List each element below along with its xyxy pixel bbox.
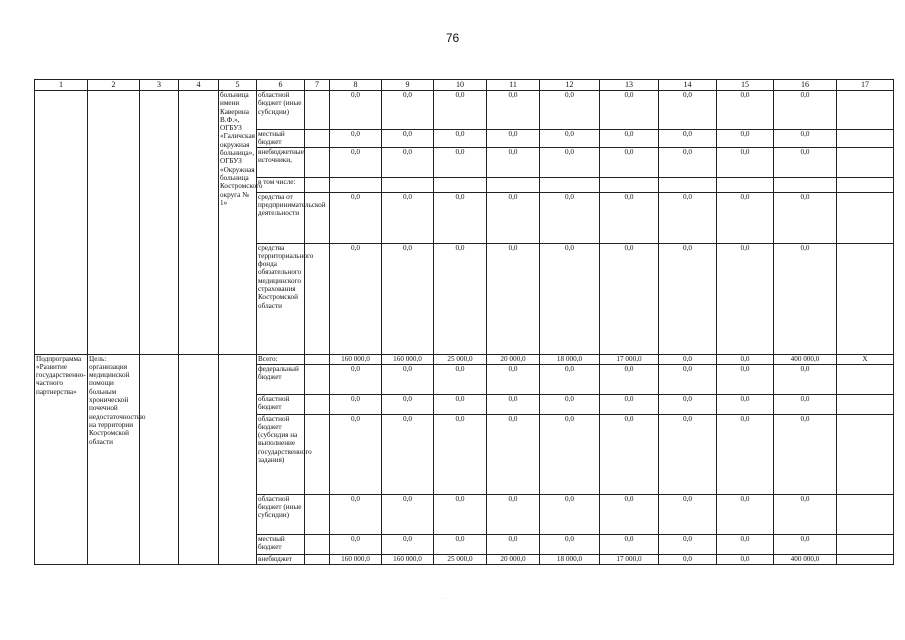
value-cell: 0,0 [659,147,717,177]
column-number-cell: 5 [219,80,257,91]
column-number-cell: 9 [382,80,434,91]
value-cell: 0,0 [600,192,659,243]
value-cell: 0,0 [600,414,659,494]
value-cell: 20 000,0 [487,554,540,564]
value-cell: 0,0 [600,91,659,130]
value-cell: 18 000,0 [540,554,600,564]
column-number-cell: 10 [434,80,487,91]
value-cell: 0,0 [330,414,382,494]
empty-cell [140,354,179,564]
funding-source-cell: областной бюджет (иные субсидии) [257,91,305,130]
value-cell: 0,0 [540,414,600,494]
value-cell [774,177,837,192]
value-cell: 0,0 [382,494,434,534]
empty-cell [305,364,330,394]
empty-cell [179,91,219,355]
value-cell: 0,0 [434,147,487,177]
column-number-cell: 15 [717,80,774,91]
value-cell: 0,0 [540,364,600,394]
value-cell: 0,0 [774,414,837,494]
value-cell: 0,0 [330,534,382,554]
subprogram-name-cell: Подпрограмма «Развитие государственно-частного партнерства» [35,354,88,564]
value-cell [382,177,434,192]
value-cell: 0,0 [434,414,487,494]
value-cell [659,177,717,192]
value-cell: 0,0 [382,243,434,354]
funding-source-cell: в том числе: [257,177,305,192]
value-cell: 0,0 [659,534,717,554]
value-cell: 0,0 [540,91,600,130]
value-cell: 160 000,0 [382,354,434,364]
empty-cell [305,130,330,148]
value-cell: 0,0 [540,534,600,554]
column-number-cell: 14 [659,80,717,91]
value-cell: 0,0 [717,554,774,564]
value-cell: 0,0 [717,354,774,364]
empty-cell [305,394,330,414]
value-cell [487,177,540,192]
value-cell: 0,0 [717,494,774,534]
value-cell: 160 000,0 [330,554,382,564]
value-cell: 0,0 [717,243,774,354]
value-cell: 0,0 [600,494,659,534]
empty-cell [837,554,894,564]
value-cell: 0,0 [330,91,382,130]
value-cell: 0,0 [659,192,717,243]
value-cell [600,177,659,192]
value-cell: 0,0 [487,394,540,414]
value-cell: 0,0 [717,414,774,494]
value-cell: 0,0 [540,130,600,148]
empty-cell [305,177,330,192]
value-cell: 0,0 [659,364,717,394]
value-cell: 25 000,0 [434,554,487,564]
value-cell: 0,0 [774,364,837,394]
empty-cell [35,91,88,355]
column-number-cell: 8 [330,80,382,91]
empty-cell [305,554,330,564]
funding-source-cell: областной бюджет (субсидия на выполнение государственного задания) [257,414,305,494]
column-number-cell: 11 [487,80,540,91]
value-cell: 0,0 [659,243,717,354]
funding-source-cell: Всего: [257,354,305,364]
value-cell: 0,0 [600,147,659,177]
column-number-cell: 1 [35,80,88,91]
value-cell: 0,0 [382,364,434,394]
value-cell: 0,0 [717,394,774,414]
value-cell: 0,0 [774,534,837,554]
empty-cell [837,364,894,394]
value-cell: 0,0 [659,414,717,494]
value-cell: 0,0 [540,243,600,354]
value-cell: 0,0 [717,364,774,394]
value-cell: 0,0 [717,534,774,554]
empty-cell [837,414,894,494]
value-cell: 0,0 [382,534,434,554]
table-row [35,354,894,364]
value-cell: 0,0 [717,91,774,130]
value-cell: 0,0 [774,394,837,414]
empty-cell [88,91,140,355]
value-cell: 0,0 [659,394,717,414]
empty-cell [837,147,894,177]
value-cell: 0,0 [382,130,434,148]
value-cell [434,177,487,192]
goal-cell: Цель: организация медицинской помощи больным хронической почечной недостаточностью на территории Костромской области [88,354,140,564]
value-cell: 0,0 [540,394,600,414]
value-cell: 0,0 [600,243,659,354]
value-cell: 0,0 [330,192,382,243]
funding-source-cell: средства территориального фонда обязательного медицинского страхования Костромской области [257,243,305,354]
funding-source-cell: федеральный бюджет [257,364,305,394]
value-cell: 0,0 [659,554,717,564]
empty-cell [305,147,330,177]
value-cell: 0,0 [600,130,659,148]
value-cell: 0,0 [717,147,774,177]
empty-cell [140,91,179,355]
value-cell: 0,0 [382,394,434,414]
value-cell: 0,0 [330,494,382,534]
value-cell: 0,0 [434,243,487,354]
column-number-cell: 16 [774,80,837,91]
value-cell: 0,0 [434,192,487,243]
value-cell: 0,0 [382,91,434,130]
column-number-cell: 13 [600,80,659,91]
funding-source-cell: внебюджет [257,554,305,564]
table-row [35,91,894,130]
funding-source-cell: внебюджетные источники, [257,147,305,177]
value-cell: 0,0 [487,364,540,394]
value-cell: 0,0 [434,494,487,534]
column-number-cell: 3 [140,80,179,91]
value-cell [717,177,774,192]
empty-cell [305,91,330,130]
empty-cell [219,354,257,564]
empty-cell [837,494,894,534]
column-number-cell: 17 [837,80,894,91]
value-cell: 0,0 [434,91,487,130]
empty-cell [837,177,894,192]
value-cell: 0,0 [434,364,487,394]
value-cell: 18 000,0 [540,354,600,364]
value-cell: 0,0 [330,364,382,394]
value-cell: 0,0 [487,130,540,148]
empty-cell [837,91,894,130]
value-cell: 0,0 [434,394,487,414]
empty-cell [305,192,330,243]
empty-cell [179,354,219,564]
value-cell: 0,0 [540,192,600,243]
empty-cell [837,534,894,554]
value-cell: 0,0 [434,534,487,554]
value-cell: 0,0 [487,147,540,177]
value-cell: 0,0 [600,364,659,394]
value-cell: 0,0 [434,130,487,148]
value-cell: 0,0 [487,91,540,130]
funding-source-cell: областной бюджет [257,394,305,414]
value-cell: 0,0 [659,91,717,130]
empty-cell [837,192,894,243]
value-cell: 0,0 [717,192,774,243]
funding-source-cell: средства от предпринимательской деятельности [257,192,305,243]
value-cell: 0,0 [600,534,659,554]
value-cell: 20 000,0 [487,354,540,364]
value-cell: 0,0 [774,130,837,148]
value-cell: 0,0 [540,147,600,177]
funding-source-cell: местный бюджет [257,130,305,148]
value-cell: 0,0 [774,147,837,177]
budget-table [34,79,894,565]
value-cell: 17 000,0 [600,554,659,564]
value-cell: 0,0 [659,354,717,364]
value-cell: 400 000,0 [774,354,837,364]
value-cell: 400 000,0 [774,554,837,564]
value-cell: 0,0 [487,534,540,554]
column-number-cell: 6 [257,80,305,91]
value-cell: 0,0 [382,192,434,243]
empty-cell [837,130,894,148]
value-cell: 0,0 [487,192,540,243]
value-cell: 0,0 [382,414,434,494]
value-cell: 0,0 [330,394,382,414]
value-cell: 25 000,0 [434,354,487,364]
value-cell: 0,0 [487,494,540,534]
column-number-cell: 2 [88,80,140,91]
mark-cell: X [837,354,894,364]
value-cell: 0,0 [382,147,434,177]
value-cell: 17 000,0 [600,354,659,364]
empty-cell [305,534,330,554]
column-number-row [35,80,894,91]
value-cell [330,177,382,192]
value-cell: 0,0 [540,494,600,534]
empty-cell [305,354,330,364]
empty-cell [837,394,894,414]
value-cell: 0,0 [717,130,774,148]
value-cell: 0,0 [330,130,382,148]
column-number-cell: 7 [305,80,330,91]
value-cell: 0,0 [330,243,382,354]
value-cell: 0,0 [774,192,837,243]
value-cell: 0,0 [774,494,837,534]
page-number: 76 [445,31,460,45]
value-cell: 0,0 [330,147,382,177]
empty-cell [837,243,894,354]
empty-cell [305,494,330,534]
value-cell [540,177,600,192]
value-cell: 0,0 [659,130,717,148]
scan-artifact: · · [440,596,446,602]
value-cell: 0,0 [659,494,717,534]
value-cell: 0,0 [487,243,540,354]
value-cell: 0,0 [774,91,837,130]
value-cell: 160 000,0 [382,554,434,564]
column-number-cell: 12 [540,80,600,91]
value-cell: 0,0 [774,243,837,354]
funding-source-cell: областной бюджет (иные субсидии) [257,494,305,534]
funding-source-cell: местный бюджет [257,534,305,554]
executor-cell: больница имени Каверина В.Ф.», ОГБУЗ «Галичская окружная больница», ОГБУЗ «Окружная больница Костромского округа № 1» [219,91,257,355]
value-cell: 160 000,0 [330,354,382,364]
value-cell: 0,0 [487,414,540,494]
value-cell: 0,0 [600,394,659,414]
column-number-cell: 4 [179,80,219,91]
